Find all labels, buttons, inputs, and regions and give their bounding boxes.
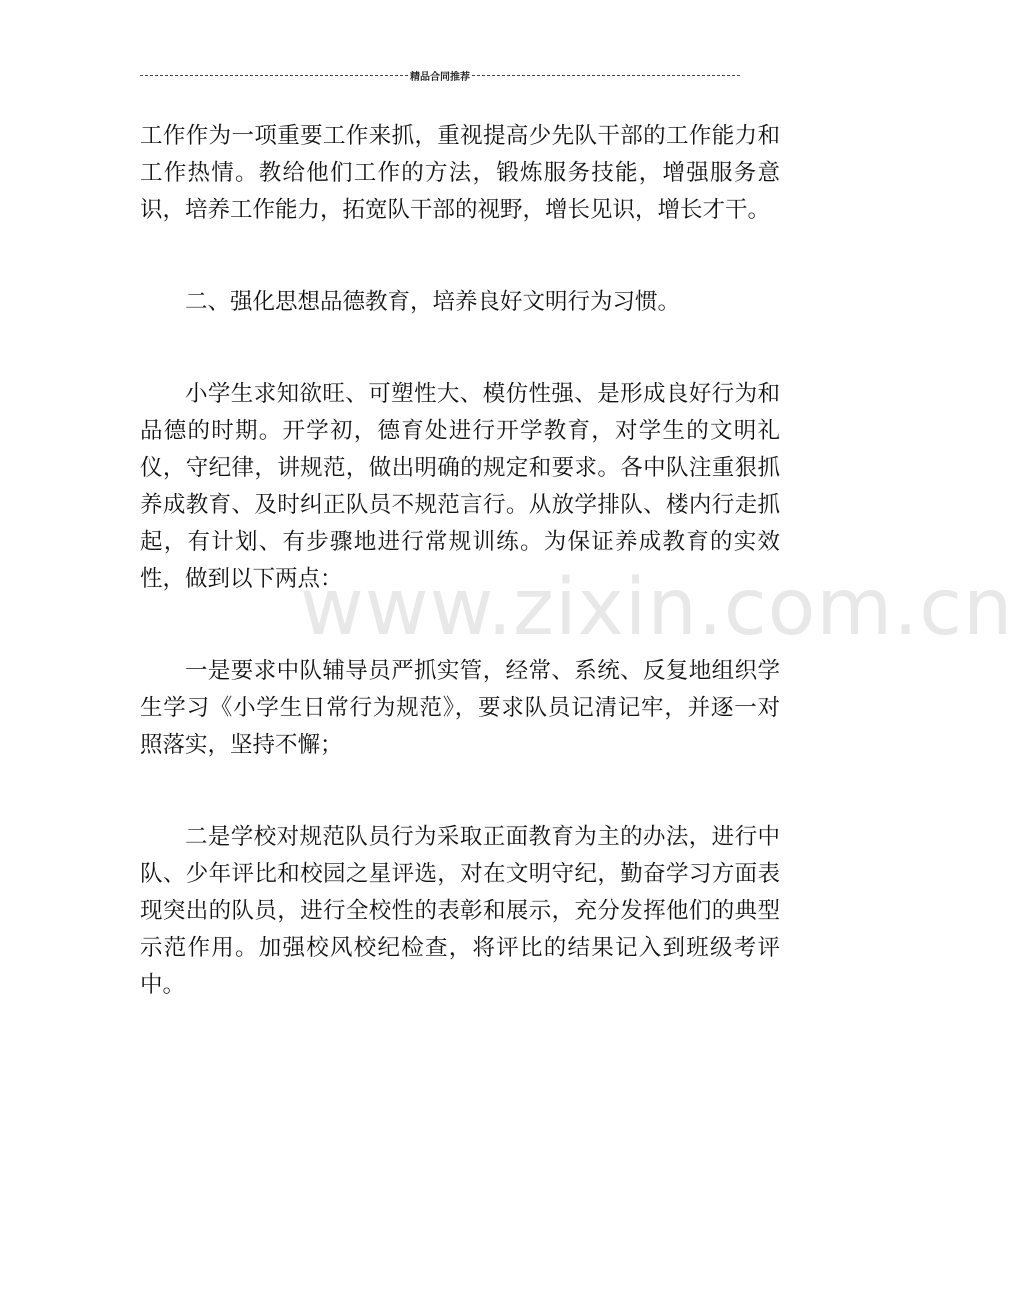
header-dash-right — [472, 75, 740, 76]
paragraph-gap — [140, 229, 780, 284]
paragraph-gap — [140, 598, 780, 653]
paragraph-gap — [140, 321, 780, 376]
section-heading: 二、强化思想品德教育，培养良好文明行为习惯。 — [185, 289, 681, 315]
document-body — [140, 118, 780, 1004]
page-header — [140, 66, 740, 84]
paragraph-point-one: 一是要求中队辅导员严抓实管，经常、系统、反复地组织学生学习《小学生日常行为规范》，要求队员记清记牢，并逐一对照落实，坚持不懈； — [140, 658, 780, 758]
watermark-text: www.zixin.com.cn — [300, 563, 1013, 653]
paragraph-gap — [140, 764, 780, 819]
paragraph-continuation: 工作作为一项重要工作来抓，重视提高少先队干部的工作能力和工作热情。教给他们工作的方法，锻炼服务技能，增强服务意识，培养工作能力，拓宽队干部的视野，增长见识，增长才干。 — [140, 123, 780, 223]
header-dash-left — [140, 75, 408, 76]
paragraph-behavior-education: 小学生求知欲旺、可塑性大、模仿性强、是形成良好行为和品德的时期。开学初，德育处进行开学教育，对学生的文明礼仪，守纪律，讲规范，做出明确的规定和要求。各中队注重狠抓养成教育、及时纠正队员不规范言行。从放学排队、楼内行走抓起，有计划、有步骤地进行常规训练。为保证养成教育的实效性，做到以下两点： — [140, 381, 780, 592]
paragraph-point-two: 二是学校对规范队员行为采取正面教育为主的办法，进行中队、少年评比和校园之星评选，对在文明守纪，勤奋学习方面表现突出的队员，进行全校性的表彰和展示，充分发挥他们的典型示范作用。加强校风校纪检查，将评比的结果记入到班级考评中。 — [140, 824, 780, 998]
header-title: 精品合同推荐 — [410, 71, 470, 83]
